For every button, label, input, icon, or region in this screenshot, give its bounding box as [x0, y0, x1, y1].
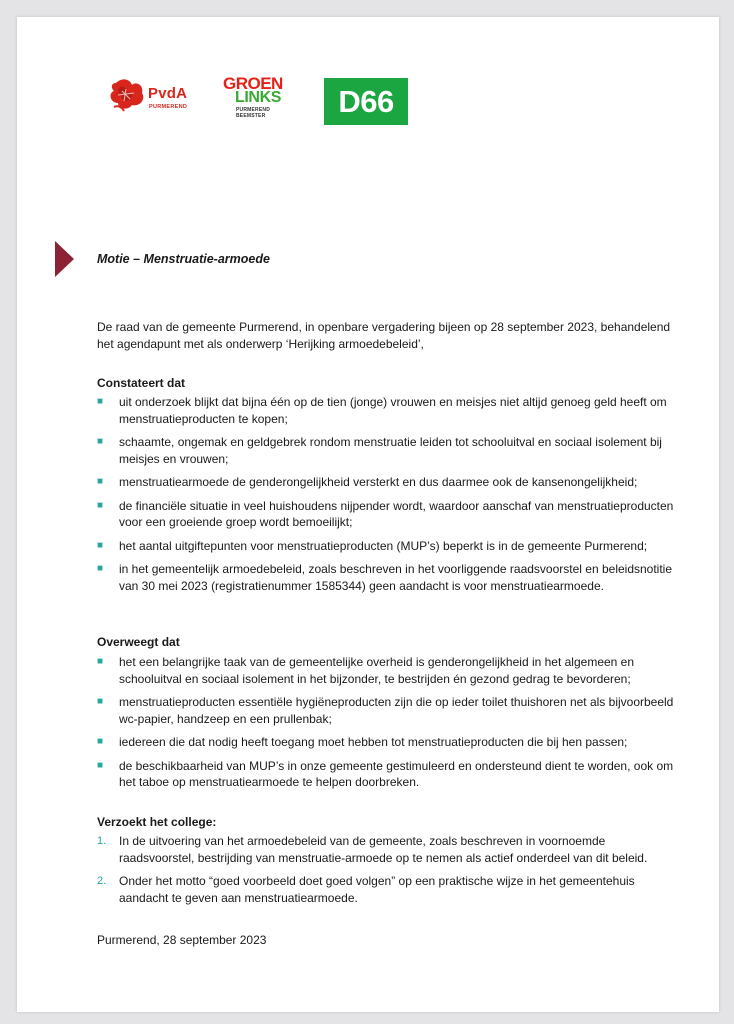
heading-constateert: Constateert dat: [97, 376, 186, 390]
groenlinks-logo: [222, 75, 292, 123]
list-item: ■ iedereen die dat nodig heeft toegang moet hebben tot menstruatieproducten die bij hen passen;: [97, 735, 628, 749]
closing-line: Purmerend, 28 september 2023: [97, 933, 267, 947]
list-item: ■ de beschikbaarheid van MUP’s in onze gemeente gestimuleerd en ondersteund dient te worden, ook om het taboe op menstruatiearmoede te helpen doorbreken.: [97, 758, 674, 789]
document-title: Motie – Menstruatie-armoede: [97, 252, 270, 266]
list-item: 1. In de uitvoering van het armoedebeleid van de gemeente, zoals beschreven in voornoemde raadsvoorstel, bestrijding van menstruatie-armoede op te nemen als actief onderdeel van dit beleid.: [97, 834, 648, 865]
list-item: ■ schaamte, ongemak en geldgebrek rondom menstruatie leiden tot schooluitval en sociaal isolement bij meisjes en vrouwen;: [97, 435, 662, 466]
list-item: ■ uit onderzoek blijkt dat bijna één op de tien (jonge) vrouwen en meisjes niet altijd genoeg geld heeft om menstruatieproducten te kopen;: [97, 395, 667, 426]
gl-sub2: BEEMSTER: [236, 113, 266, 119]
gl-links: LINKS: [235, 89, 282, 106]
bullet-icon: ■: [97, 696, 104, 707]
gl-sub1: PURMEREND: [236, 107, 271, 113]
list-number: 2.: [97, 875, 107, 887]
title-marker-icon: [55, 241, 74, 277]
overweegt-list: [97, 654, 677, 798]
list-item: ■ de financiële situatie in veel huishoudens nijpender wordt, waardoor aanschaf van menstruatieproducten voor een groeiende groep wordt bemoeilijkt;: [97, 498, 674, 529]
bullet-icon: ■: [97, 736, 104, 747]
bullet-icon: ■: [97, 436, 104, 447]
bullet-icon: ■: [97, 499, 104, 511]
constateert-list: [97, 394, 677, 601]
intro-paragraph: De raad van de gemeente Purmerend, in openbare vergadering bijeen op 28 september 2023, behandelend het agendapunt met als onderwerp ‘Herijking armoedebeleid’,: [97, 320, 671, 351]
list-item: ■ het een belangrijke taak van de gemeentelijke overheid is genderongelijkheid in het algemeen en schooluitval en sociaal isolement in het bijzonder, te bestrijden én gezond gedrag te bevorderen;: [97, 655, 635, 686]
bullet-icon: ■: [97, 656, 104, 667]
list-item: 2. Onder het motto “goed voorbeeld doet goed volgen” op een praktische wijze in het gemeentehuis aandacht te geven aan menstruatiearmoede.: [97, 874, 635, 905]
pvda-name: PvdA: [148, 85, 188, 102]
document-page: [17, 17, 719, 1012]
pvda-logo: [108, 77, 203, 117]
list-item: ■ het aantal uitgiftepunten voor menstruatieproducten (MUP’s) beperkt is in de gemeente Purmerend;: [97, 538, 648, 553]
pvda-sub: PURMEREND: [149, 104, 188, 110]
bullet-icon: ■: [97, 563, 104, 574]
bullet-icon: ■: [97, 539, 104, 551]
bullet-icon: ■: [97, 476, 104, 487]
rose-icon: [108, 77, 148, 113]
bullet-icon: ■: [97, 396, 104, 407]
bullet-icon: ■: [97, 759, 104, 771]
d66-logo: D66: [324, 78, 408, 125]
list-item: ■ in het gemeentelijk armoedebeleid, zoals beschreven in het voorliggende raadsvoorstel en beleidsnotitie van 30 mei 2023 (registratienummer 1585344) geen aandacht is voor menstruatiearmoede.: [97, 562, 673, 593]
verzoekt-list: [97, 833, 677, 913]
list-number: 1.: [97, 835, 107, 847]
list-item: ■ menstruatieproducten essentiële hygiëneproducten zijn die op ieder toilet thuishoren net als bijvoorbeeld wc-papier, handzeep en een prullenbak;: [97, 695, 674, 726]
heading-verzoekt: Verzoekt het college:: [97, 815, 217, 829]
heading-overweegt: Overweegt dat: [97, 635, 180, 649]
list-item: ■ menstruatiearmoede de genderongelijkheid versterkt en dus daarmee ook de kansenongelijkheid;: [97, 475, 638, 489]
gl-groen: GROEN: [223, 74, 283, 93]
